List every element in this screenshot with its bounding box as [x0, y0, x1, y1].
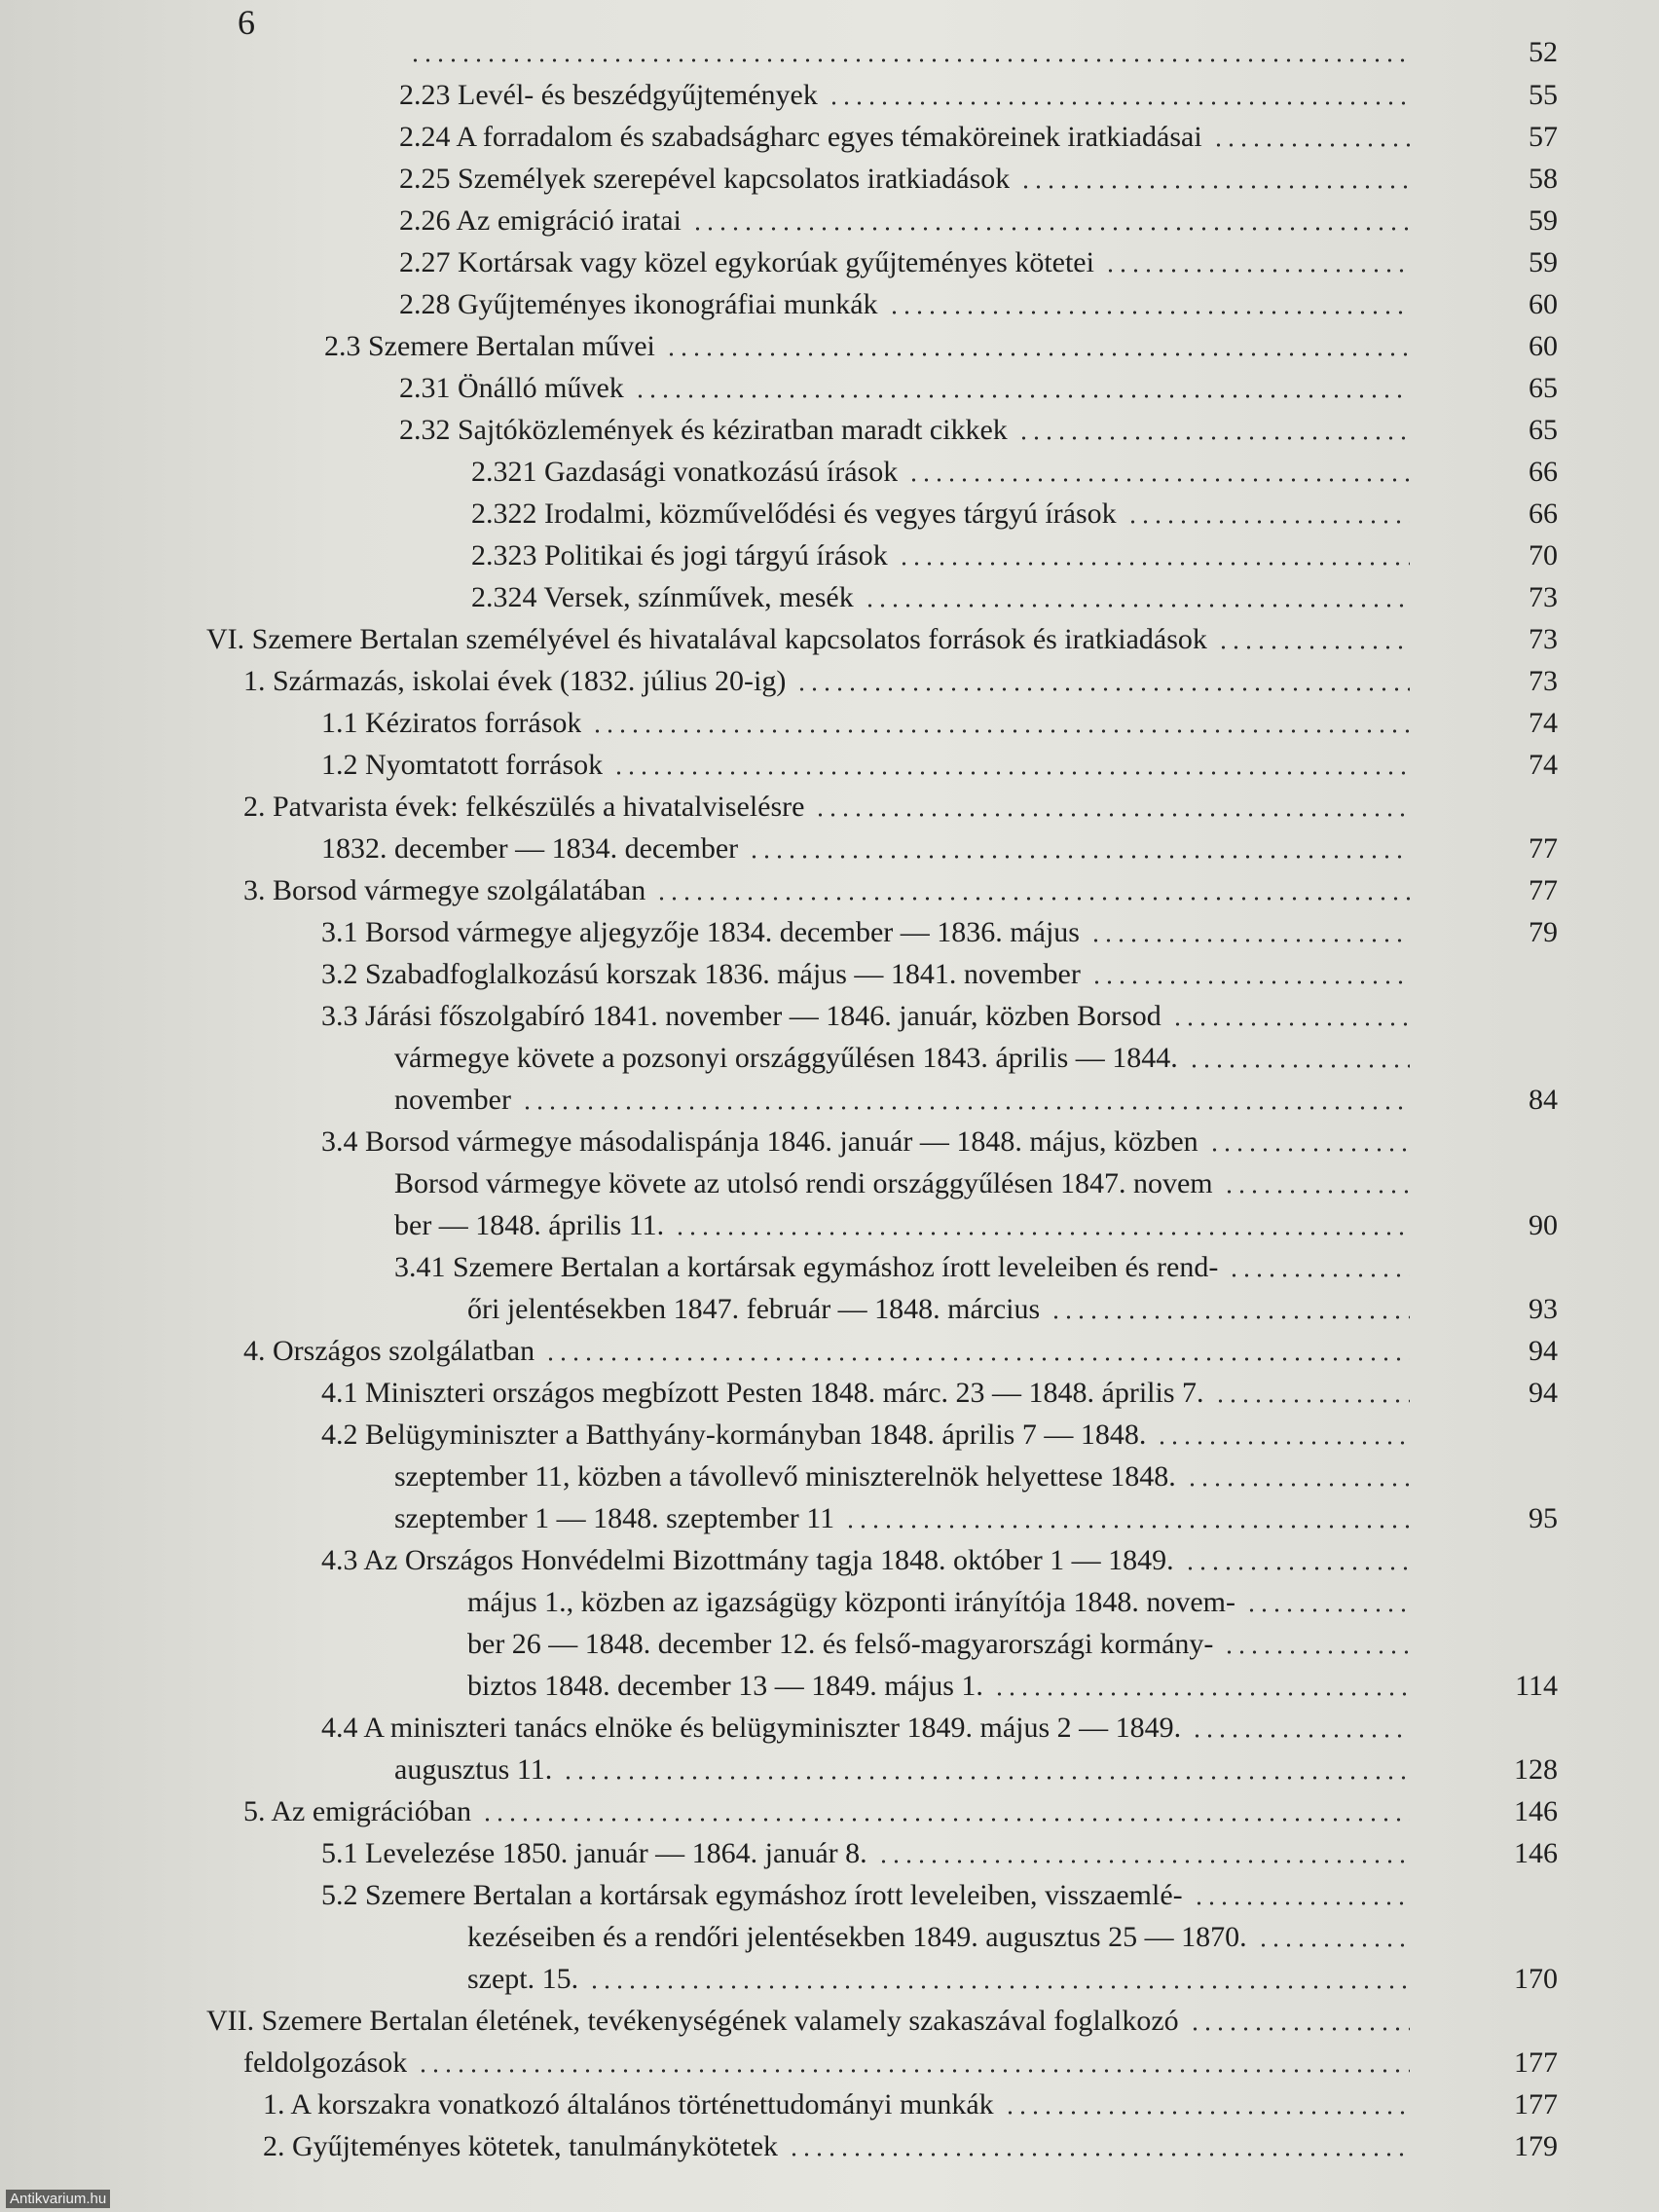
dot-leader: [588, 1985, 1410, 1989]
toc-entry: [0, 704, 1659, 743]
dot-leader: [864, 604, 1410, 608]
dot-leader: [907, 478, 1410, 482]
toc-entry: [0, 1374, 1659, 1413]
toc-entry-title: 4.1 Miniszteri országos megbízott Pesten 1848. márc. 23 — 1848. április 7.: [321, 1377, 1204, 1409]
toc-entry: [0, 1416, 1659, 1455]
toc-entry-title: biztos 1848. december 13 — 1849. május 1.: [467, 1670, 983, 1702]
toc-entry-page: [1480, 955, 1558, 994]
dot-leader: [521, 1106, 1410, 1110]
dot-leader: [1017, 436, 1410, 440]
dot-leader: [562, 1776, 1410, 1780]
toc-entry-title: 2.321 Gazdasági vonatkozású írások: [471, 456, 899, 488]
dot-leader: [1193, 1901, 1410, 1905]
toc-entry-title: 3.1 Borsod vármegye aljegyzője 1834. december — 1836. május: [321, 916, 1080, 948]
toc-entry-page: 59: [1529, 204, 1558, 237]
toc-entry-page: 73: [1529, 581, 1558, 613]
toc-entry-title: 2.27 Kortársak vagy közel egykorúak gyűjteményes kötetei: [399, 246, 1094, 278]
toc-entry-title: 1.1 Kéziratos források: [321, 707, 582, 739]
dot-leader: [1212, 143, 1410, 147]
dot-leader: [691, 227, 1410, 231]
toc-entry-title: 2.26 Az emigráció iratai: [399, 204, 682, 237]
toc-entry-title: 1832. december — 1834. december: [321, 832, 739, 865]
dot-leader: [665, 352, 1410, 356]
toc-entry-page: 70: [1529, 539, 1558, 571]
toc-entry-title: 4.2 Belügyminiszter a Batthyány-kormányban 1848. április 7 — 1848.: [321, 1419, 1147, 1451]
toc-entry-title: ber 26 — 1848. december 12. és felső-magyarországi kormány-: [467, 1628, 1214, 1660]
toc-entry-title: őri jelentésekben 1847. február — 1848. március: [467, 1293, 1041, 1325]
toc-entry: [0, 871, 1659, 910]
toc-entry: [0, 33, 1659, 72]
toc-entry: [0, 830, 1659, 868]
toc-entry-title: 2. Gyűjteményes kötetek, tanulmánykötetek: [263, 2130, 779, 2162]
toc-entry: [0, 997, 1659, 1036]
toc-entry-page: 177: [1514, 2088, 1558, 2120]
toc-entry: [0, 1709, 1659, 1748]
toc-entry-title: augusztus 11.: [394, 1753, 553, 1786]
toc-entry-page: 114: [1515, 1670, 1558, 1702]
toc-entry-page: 94: [1529, 1377, 1558, 1409]
watermark: Antikvarium.hu: [6, 2190, 110, 2208]
toc-entry: [0, 1876, 1659, 1915]
toc-entry: [0, 1918, 1659, 1957]
toc-entry-page: 128: [1514, 1753, 1558, 1786]
dot-leader: [1189, 2027, 1410, 2031]
dot-leader: [1019, 185, 1410, 189]
toc-entry-page: [1480, 1541, 1558, 1580]
toc-entry-title: 3.2 Szabadfoglalkozású korszak 1836. május — 1841. november: [321, 958, 1081, 990]
toc-entry: [0, 2085, 1659, 2124]
toc-entry: [0, 1164, 1659, 1203]
toc-entry-title: 5. Az emigrációban: [243, 1795, 472, 1827]
dot-leader: [481, 1818, 1410, 1822]
toc-entry-title: 4.4 A miniszteri tanács elnöke és belügyminiszter 1849. május 2 — 1849.: [321, 1712, 1182, 1744]
toc-entry-title: 1. A korszakra vonatkozó általános történettudományi munkák: [263, 2088, 994, 2120]
toc-entry-page: 74: [1529, 749, 1558, 781]
toc-entry-page: [1480, 1416, 1558, 1455]
toc-entry: [0, 243, 1659, 282]
toc-entry-page: [1480, 1876, 1558, 1915]
toc-entry-page: 77: [1529, 832, 1558, 865]
toc-entry-title: feldolgozások: [243, 2046, 408, 2079]
toc-entry-page: 66: [1529, 456, 1558, 488]
dot-leader: [788, 2153, 1410, 2157]
toc-entry-title: szeptember 11, közben a távollevő miniszterelnök helyettese 1848.: [394, 1460, 1176, 1493]
toc-entry: [0, 1499, 1659, 1538]
dot-leader: [1171, 1022, 1410, 1026]
toc-entry-page: 77: [1529, 874, 1558, 906]
toc-entry-page: 59: [1529, 246, 1558, 278]
toc-entry: [0, 662, 1659, 701]
toc-entry: [0, 788, 1659, 827]
toc-entry-page: [1480, 1164, 1558, 1203]
dot-leader: [844, 1525, 1410, 1529]
toc-entry-title: Borsod vármegye követe az utolsó rendi országgyűlésen 1847. novem: [394, 1167, 1213, 1199]
dot-leader: [1050, 1315, 1410, 1319]
toc-entry-page: 55: [1529, 79, 1558, 111]
toc-entry-page: 58: [1529, 163, 1558, 195]
toc-entry-page: 57: [1529, 121, 1558, 153]
toc-entry: [0, 1332, 1659, 1371]
toc-entry-page: 94: [1529, 1335, 1558, 1367]
dot-leader: [1217, 645, 1410, 649]
toc-entry: [0, 2127, 1659, 2166]
toc-entry-title: 1.2 Nyomtatott források: [321, 749, 604, 781]
toc-entry: [0, 202, 1659, 240]
toc-entry-page: 79: [1529, 916, 1558, 948]
toc-entry: [0, 76, 1659, 115]
toc-entry-title: szeptember 1 — 1848. szeptember 11: [394, 1502, 835, 1534]
toc-entry-title: 2.31 Önálló művek: [399, 372, 624, 404]
toc-entry-page: [1480, 1039, 1558, 1078]
page-number: 6: [238, 3, 255, 42]
toc-entry: [0, 495, 1659, 534]
toc-entry-page: [1480, 1248, 1558, 1287]
toc-entry: [0, 160, 1659, 199]
dot-leader: [888, 311, 1410, 314]
toc-entry-title: 2.28 Gyűjteményes ikonográfiai munkák: [399, 288, 878, 320]
dot-leader: [1223, 1650, 1410, 1654]
toc-entry: [0, 453, 1659, 492]
dot-leader: [1004, 2111, 1410, 2115]
dot-leader: [748, 855, 1410, 859]
dot-leader: [591, 729, 1410, 733]
toc-entry-page: [1480, 1625, 1558, 1664]
toc-entry-page: 60: [1529, 330, 1558, 362]
dot-leader: [1126, 520, 1410, 524]
toc-entry-page: 179: [1514, 2130, 1558, 2162]
toc-entry-page: 90: [1529, 1209, 1558, 1241]
dot-leader: [898, 562, 1410, 566]
toc-entry-title: 2.24 A forradalom és szabadságharc egyes témaköreinek iratkiadásai: [399, 121, 1202, 153]
dot-leader: [674, 1232, 1410, 1235]
toc-entry-page: 84: [1529, 1084, 1558, 1116]
toc-entry-title: 2.322 Irodalmi, közművelődési és vegyes tárgyú írások: [471, 498, 1117, 530]
dot-leader: [655, 897, 1410, 901]
toc-entry-title: kezéseiben és a rendőri jelentésekben 1849. augusztus 25 — 1870.: [467, 1921, 1247, 1953]
dot-leader: [828, 101, 1410, 105]
toc-entry-title: 3.4 Borsod vármegye másodalispánja 1846. január — 1848. május, közben: [321, 1125, 1198, 1158]
dot-leader: [612, 771, 1410, 775]
toc-entry: [0, 578, 1659, 617]
toc-entry-title: 2.23 Levél- és beszédgyűjtemények: [399, 79, 818, 111]
dot-leader: [814, 813, 1410, 817]
toc-entry: [0, 285, 1659, 324]
toc-entry-title: 4. Országos szolgálatban: [243, 1335, 535, 1367]
toc-entry: [0, 1751, 1659, 1789]
toc-entry-title: 3.41 Szemere Bertalan a kortársak egymáshoz írott leveleiben és rend-: [394, 1251, 1219, 1283]
toc-entry: [0, 2044, 1659, 2083]
toc-entry-title: 3. Borsod vármegye szolgálatában: [243, 874, 646, 906]
toc-entry: [0, 327, 1659, 366]
dot-leader: [634, 394, 1410, 398]
toc-entry-title: 1. Származás, iskolai évek (1832. július 20-ig): [243, 665, 787, 697]
toc-entry: [0, 1667, 1659, 1706]
dot-leader: [1188, 1064, 1410, 1068]
toc-entry-title: május 1., közben az igazságügy központi irányítója 1848. novem-: [467, 1586, 1235, 1618]
dot-leader: [1090, 980, 1410, 984]
toc-entry-page: 93: [1529, 1293, 1558, 1325]
toc-entry: [0, 1834, 1659, 1873]
dot-leader: [1191, 1734, 1410, 1738]
toc-entry: [0, 1625, 1659, 1664]
toc-entry: [0, 411, 1659, 450]
dot-leader: [877, 1860, 1410, 1863]
dot-leader: [417, 2069, 1410, 2073]
toc-entry-page: [1480, 1709, 1558, 1748]
dot-leader: [1089, 939, 1410, 942]
toc-entry-page: 73: [1529, 665, 1558, 697]
toc-entry-page: [1480, 1123, 1558, 1161]
toc-entry-title: 3.3 Járási főszolgabíró 1841. november — 1846. január, közben Borsod: [321, 1000, 1161, 1032]
toc-entry: [0, 913, 1659, 952]
toc-entry-page: 95: [1529, 1502, 1558, 1534]
toc-entry: [0, 369, 1659, 408]
toc-entry-title: 5.1 Levelezése 1850. január — 1864. január 8.: [321, 1837, 867, 1869]
toc-entry-title: VII. Szemere Bertalan életének, tevékenységének valamely szakaszával foglalkozó: [206, 2005, 1179, 2037]
toc-entry: [0, 1081, 1659, 1120]
toc-entry-page: 65: [1529, 372, 1558, 404]
dot-leader: [1228, 1273, 1410, 1277]
toc-entry-page: 177: [1514, 2046, 1558, 2079]
toc-entry-page: 146: [1514, 1795, 1558, 1827]
toc-entry-page: 146: [1514, 1837, 1558, 1869]
toc-entry-page: [1480, 997, 1558, 1036]
toc-entry: [0, 1206, 1659, 1245]
toc-entry-page: [1480, 1918, 1558, 1957]
toc-entry-title: vármegye követe a pozsonyi országgyűlésen 1843. április — 1844.: [394, 1042, 1178, 1074]
toc-entry-page: 65: [1529, 414, 1558, 446]
dot-leader: [544, 1357, 1410, 1361]
toc-entry-page: 60: [1529, 288, 1558, 320]
toc-entry: [0, 1248, 1659, 1287]
toc-entry-page: [1480, 2002, 1558, 2041]
toc-entry: [0, 1039, 1659, 1078]
toc-entry: [0, 1583, 1659, 1622]
toc-entry-title: 4.3 Az Országos Honvédelmi Bizottmány tagja 1848. október 1 — 1849.: [321, 1544, 1174, 1576]
toc-entry-title: 2. Patvarista évek: felkészülés a hivatalviselésre: [243, 791, 805, 823]
toc-entry: [0, 1123, 1659, 1161]
toc-entry: [0, 1960, 1659, 1999]
toc-entry: [0, 2002, 1659, 2041]
toc-entry-title: 2.3 Szemere Bertalan művei: [324, 330, 655, 362]
toc-entry-title: 2.324 Versek, színművek, mesék: [471, 581, 854, 613]
dot-leader: [1104, 269, 1410, 273]
toc-entry-title: 2.25 Személyek szerepével kapcsolatos iratkiadások: [399, 163, 1011, 195]
toc-entry-page: [1480, 1583, 1558, 1622]
toc-entry-title: 2.32 Sajtóközlemények és kéziratban maradt cikkek: [399, 414, 1008, 446]
dot-leader: [993, 1692, 1410, 1696]
toc-entry-page: [1480, 1457, 1558, 1496]
dot-leader: [1156, 1441, 1410, 1445]
toc-entry-title: ber — 1848. április 11.: [394, 1209, 665, 1241]
toc-entry: [0, 1457, 1659, 1496]
dot-leader: [409, 58, 1410, 62]
toc-entry-page: [1480, 788, 1558, 827]
toc-entry: [0, 536, 1659, 575]
toc-entry: [0, 118, 1659, 157]
toc-entry-title: szept. 15.: [467, 1963, 579, 1995]
dot-leader: [1257, 1943, 1410, 1947]
toc-entry-title: 2.323 Politikai és jogi tárgyú írások: [471, 539, 888, 571]
dot-leader: [1245, 1608, 1410, 1612]
toc-entry-page: 73: [1529, 623, 1558, 655]
dot-leader: [1186, 1483, 1410, 1487]
toc-entry: [0, 1792, 1659, 1831]
toc-entry: [0, 1290, 1659, 1329]
dot-leader: [1223, 1190, 1410, 1194]
toc-entry-page: 170: [1514, 1963, 1558, 1995]
toc-entry-page: 66: [1529, 498, 1558, 530]
toc-entry: [0, 1541, 1659, 1580]
dot-leader: [1208, 1148, 1410, 1152]
toc-entry: [0, 746, 1659, 785]
toc-entry-title: VI. Szemere Bertalan személyével és hivatalával kapcsolatos források és iratkiadások: [206, 623, 1207, 655]
dot-leader: [795, 687, 1410, 691]
toc-entry: [0, 955, 1659, 994]
toc-entry: [0, 620, 1659, 659]
toc-entry-page: 74: [1529, 707, 1558, 739]
dot-leader: [1184, 1567, 1410, 1570]
dot-leader: [1214, 1399, 1410, 1403]
toc-entry-title: 5.2 Szemere Bertalan a kortársak egymáshoz írott leveleiben, visszaemlé-: [321, 1879, 1183, 1911]
toc-entry-title: november: [394, 1084, 511, 1116]
toc-entry-page: 52: [1529, 36, 1558, 68]
